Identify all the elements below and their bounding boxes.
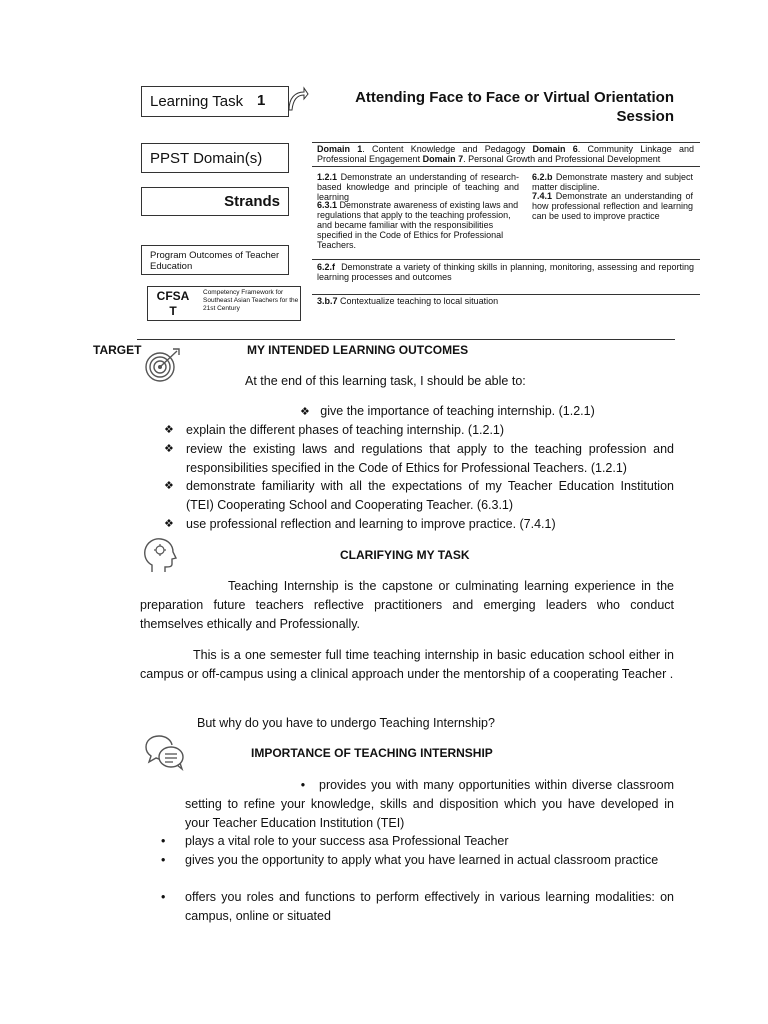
divider-domains: [312, 166, 700, 167]
strands-box: [141, 187, 289, 216]
clarify-heading: CLARIFYING MY TASK: [340, 548, 470, 562]
list-item: ❖ use professional reflection and learning to improve practice. (7.4.1): [164, 515, 674, 534]
bullet-dot-icon: •: [161, 834, 166, 848]
strand-1-2-1: [317, 172, 519, 202]
strand-6-2-b-code: 6.2.b: [532, 172, 553, 182]
head-thinking-icon: [140, 536, 180, 574]
list-item: • gives you the opportunity to apply what you have learned in actual classroom practice: [161, 851, 674, 870]
list-item: ❖ demonstrate familiarity with all the expectations of my Teacher Education Institution (TEI) Cooperating School and Cooperating Teacher. (6.3.1): [164, 479, 674, 512]
domain-6-text: . Community Linkage and Professional Engagement: [317, 144, 694, 164]
strand-7-4-1: [532, 191, 693, 221]
program-outcome-code: 6.2.f: [317, 262, 336, 272]
target-label: TARGET: [93, 343, 142, 357]
program-outcome-row: [317, 262, 694, 282]
domains-text: [317, 144, 694, 164]
program-outcomes-label: Program Outcomes of Teacher Education: [150, 250, 280, 272]
strand-1-2-1-code: 1.2.1: [317, 172, 338, 182]
program-outcomes-box: [141, 245, 289, 275]
cfsat-description: Competency Framework for Southeast Asian Teachers for the 21st Century: [203, 289, 299, 312]
bullet-dot-icon: •: [161, 853, 166, 867]
curved-arrow-icon: [286, 86, 310, 114]
clarify-paragraph-2: This is a one semester full time teaching internship in basic education school either in campus or off-campus using a clinical approach under the mentorship of a cooperating Teacher .: [140, 648, 674, 681]
bullet-dot-icon: •: [161, 890, 166, 904]
divider-main: [137, 339, 675, 340]
domain-1-label: Domain 1: [317, 144, 363, 154]
learning-task-label: Learning Task: [150, 93, 244, 110]
list-item: • plays a vital role to your success asa Professional Teacher: [161, 832, 674, 851]
list-item: • offers you roles and functions to perform effectively in various learning modalities: on campus, online or situated: [161, 890, 674, 923]
target-heading: MY INTENDED LEARNING OUTCOMES: [247, 343, 469, 357]
diamond-bullet-icon: ❖: [164, 424, 174, 436]
strands-label: Strands: [224, 193, 280, 210]
strand-6-2-b-text: Demonstrate mastery and subject matter discipline.: [532, 172, 693, 192]
strand-7-4-1-text: Demonstrate an understanding of how professional reflection and learning can be used to improve practice: [532, 191, 693, 221]
domain-6-label: Domain 6: [532, 144, 578, 154]
diamond-bullet-icon: ❖: [164, 443, 174, 455]
clarify-paragraph-1: Teaching Internship is the capstone or culminating learning experience in the preparation future teachers reflective practitioners and emerging leaders who conduct themselves ethically and Professionally.: [140, 579, 674, 631]
ppst-domain-box: [141, 143, 289, 173]
list-item: ❖ explain the different phases of teaching internship. (1.2.1): [164, 421, 674, 440]
cfsat-code: 3.b.7: [317, 296, 338, 306]
strand-6-2-b: [532, 172, 693, 192]
strand-6-3-1-text: Demonstrate awareness of existing laws and regulations that apply to the teaching profession, and became familiar with the responsibilities specified in the Code of Ethics for Professional Teachers.: [317, 200, 519, 250]
cfsat-row: [317, 296, 694, 306]
cfsat-text: Contextualize teaching to local situation: [340, 296, 499, 306]
diamond-bullet-icon: ❖: [300, 406, 310, 418]
learning-task-number: 1: [257, 92, 266, 109]
clarify-question: But why do you have to undergo Teaching Internship?: [197, 716, 495, 730]
domain-7-label: Domain 7: [422, 154, 464, 164]
divider-strands: [312, 259, 700, 260]
list-item: ❖ review the existing laws and regulations that apply to the teaching profession and responsibilities specified in the Code of Ethics for Professional Teachers. (1.2.1): [164, 442, 674, 475]
list-item: • provides you with many opportunities within diverse classroom setting to refine your knowledge, skills and disposition which you have developed in your Teacher Education Institution (TEI): [185, 778, 674, 830]
diamond-bullet-icon: ❖: [164, 518, 174, 530]
divider-outcomes: [312, 294, 700, 295]
strand-6-3-1: [317, 200, 519, 250]
program-outcome-text: Demonstrate a variety of thinking skills in planning, monitoring, assessing and reporting learning processes and outcomes: [317, 262, 694, 282]
importance-heading: IMPORTANCE OF TEACHING INTERNSHIP: [251, 746, 493, 760]
ppst-domain-label: PPST Domain(s): [150, 150, 263, 167]
page-title: Attending Face to Face or Virtual Orientation Session: [355, 89, 674, 125]
list-item: ❖ give the importance of teaching internship. (1.2.1): [300, 404, 595, 418]
strand-6-3-1-code: 6.3.1: [317, 200, 338, 210]
strand-1-2-1-text: Demonstrate an understanding of research-based knowledge and principle of teaching and learning: [317, 172, 519, 202]
cfsat-label: CFSA T: [156, 289, 190, 318]
cfsat-box: [147, 286, 301, 321]
diamond-bullet-icon: ❖: [164, 480, 174, 492]
strand-7-4-1-code: 7.4.1: [532, 191, 553, 201]
divider-top: [312, 142, 700, 143]
target-icon: [143, 346, 185, 384]
domain-1-text: . Content Knowledge and Pedagogy: [362, 144, 526, 154]
chat-bubbles-icon: [143, 733, 187, 771]
learning-task-box: [141, 86, 289, 117]
domain-7-text: . Personal Growth and Professional Development: [463, 154, 661, 164]
target-intro: At the end of this learning task, I should be able to:: [245, 374, 526, 388]
